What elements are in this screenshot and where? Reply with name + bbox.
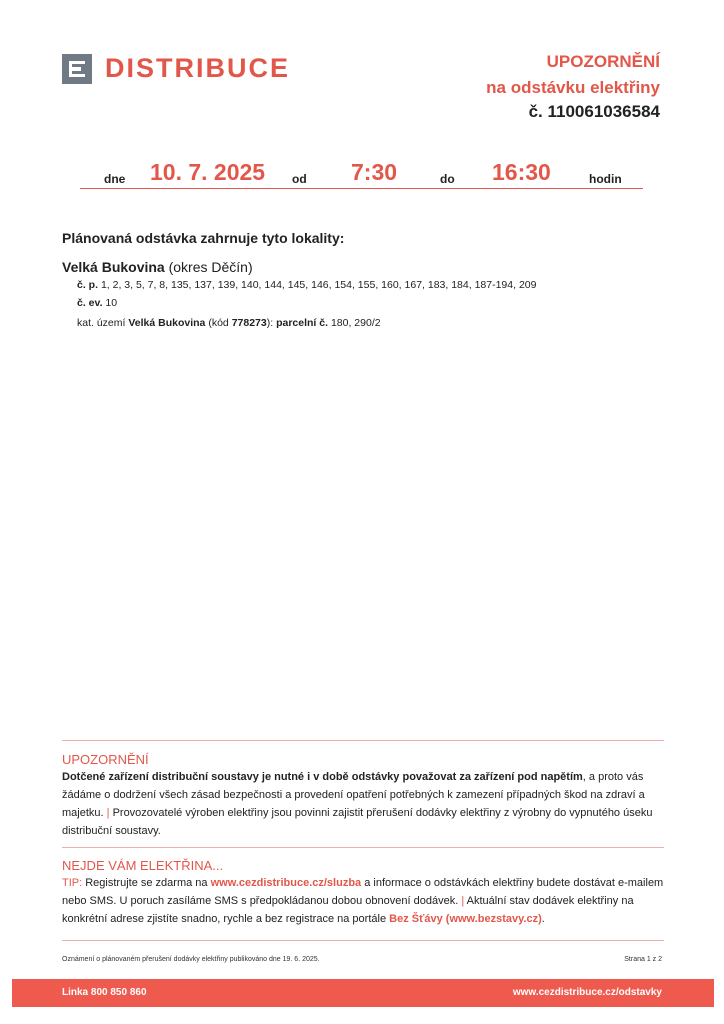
separator: |	[461, 895, 465, 907]
divider	[62, 940, 664, 941]
tip-end: .	[541, 913, 545, 925]
logo-text: DISTRIBUCE	[105, 53, 291, 83]
separator: |	[106, 807, 110, 819]
kat-code-prefix: (kód	[208, 317, 229, 329]
cev-values: 10	[105, 297, 118, 309]
dne-label: dne	[104, 172, 126, 186]
location-name: Velká Bukovina	[62, 259, 165, 275]
warning-heading: UPOZORNĚNÍ	[62, 752, 149, 767]
warning-text-1: , a proto vás žádáme o dodržení všech zásad bezpečnosti a provedení opatření potřebných k zamezení případných škod na zdraví a majetku.	[62, 771, 645, 819]
cadastral-row	[77, 317, 381, 329]
kat-name: Velká Bukovina	[128, 317, 206, 329]
warning-bold-text: Dotčené zařízení distribuční soustavy je nutné i v době odstávky považovat za zařízení pod napětím	[62, 771, 583, 783]
location-district: (okres Děčín)	[168, 259, 253, 275]
parcel-label: parcelní č.	[276, 317, 329, 329]
portal-link[interactable]: (www.bezstavy.cz)	[445, 913, 542, 925]
no-power-paragraph	[62, 874, 668, 928]
cev-label: č. ev.	[77, 297, 103, 309]
outages-url[interactable]: www.cezdistribuce.cz/odstavky	[512, 987, 662, 998]
hodin-label: hodin	[589, 172, 622, 186]
cp-values: 1, 2, 3, 5, 7, 8, 135, 137, 139, 140, 144, 145, 146, 154, 155, 160, 167, 183, 184, 187-194, 209	[100, 279, 537, 291]
tip-text-2: a informace o odstávkách elektřiny budete dostávat e-mailem nebo SMS. U poruch zasíláme SMS s předpokládanou dobou obnovení dodávek.	[62, 877, 664, 907]
published-note: Oznámení o plánovaném přerušení dodávky elektřiny publikováno dne 19. 6. 2025.	[62, 956, 320, 963]
tip-text-1: Registrujte se zdarma na	[85, 877, 208, 889]
kat-prefix: kat. území	[77, 317, 126, 329]
end-time: 16:30	[492, 159, 551, 185]
notice-number: č. 110061036584	[528, 102, 660, 121]
registration-link[interactable]: www.cezdistribuce.cz/sluzba	[210, 877, 362, 889]
no-power-heading: NEJDE VÁM ELEKTŘINA...	[62, 858, 224, 873]
kat-code: 778273	[231, 317, 267, 329]
notice-subtitle: na odstávku elektřiny	[486, 78, 660, 97]
hotline-number[interactable]: Linka 800 850 860	[62, 987, 147, 998]
divider	[62, 847, 664, 848]
warning-paragraph	[62, 768, 668, 840]
cp-row	[77, 279, 536, 291]
do-label: do	[440, 172, 455, 186]
parcel-values: 180, 290/2	[330, 317, 381, 329]
location-name-line	[62, 259, 253, 275]
locations-heading: Plánovaná odstávka zahrnuje tyto lokality:	[62, 230, 345, 246]
cev-row	[77, 297, 117, 309]
company-logo-icon	[62, 54, 92, 84]
od-label: od	[292, 172, 307, 186]
warning-text-2: Provozovatelé výroben elektřiny jsou povinni zajistit přerušení dodávky elektřiny z výrobny do vypnutého úseku distribuční soustavy.	[62, 807, 653, 837]
date-underline	[80, 188, 643, 189]
notice-title: UPOZORNĚNÍ	[546, 52, 660, 71]
tip-text-3: Aktuální stav dodávek elektřiny na konkrétní adrese zjistíte snadno, rychle a bez registrace na portále	[62, 895, 634, 925]
tip-label: TIP:	[62, 877, 83, 889]
start-time: 7:30	[351, 159, 398, 185]
page-number: Strana 1 z 2	[624, 956, 662, 963]
portal-name: Bez Šťávy	[389, 913, 443, 925]
kat-code-suffix: ):	[266, 317, 274, 329]
cp-label: č. p.	[77, 279, 99, 291]
outage-date: 10. 7. 2025	[150, 159, 266, 185]
divider	[62, 740, 664, 741]
